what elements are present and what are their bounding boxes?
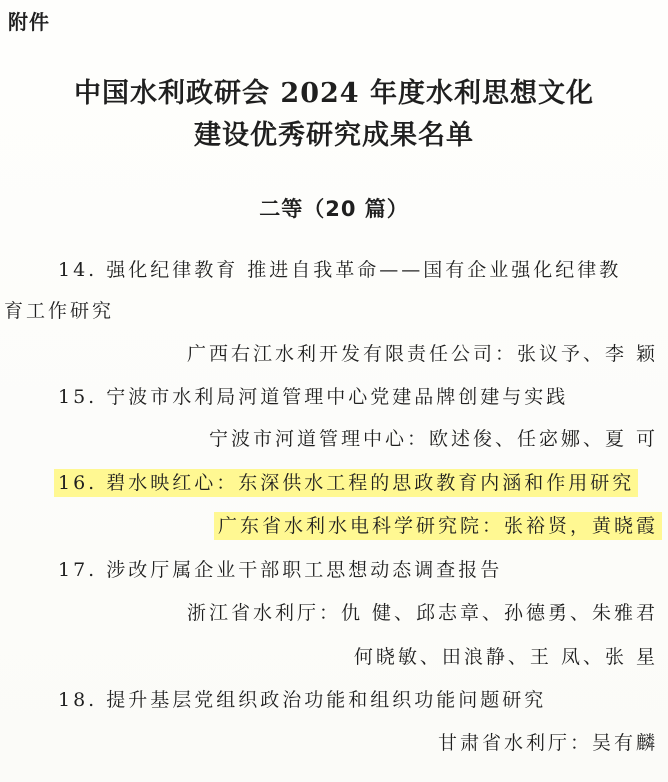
entry-17-title: 17. 涉改厅属企业干部职工思想动态调查报告	[58, 559, 503, 581]
grade-heading: 二等（20 篇）	[259, 197, 409, 221]
attachment-label: 附件	[8, 10, 50, 34]
entry-14-title-line-2: 育工作研究	[4, 300, 115, 322]
entry-18-authors: 甘肃省水利厅：吴有麟	[437, 732, 658, 754]
entry-16-authors-highlighted: 广东省水利水电科学研究院：张裕贤，黄晓霞	[214, 512, 662, 540]
entry-14-authors: 广西右江水利开发有限责任公司：张议予、李 颖	[186, 343, 658, 365]
entry-15-title: 15. 宁波市水利局河道管理中心党建品牌创建与实践	[58, 386, 569, 408]
document-title-line-2: 建设优秀研究成果名单	[194, 120, 474, 151]
entry-16-title-highlighted: 16. 碧水映红心：东深供水工程的思政教育内涵和作用研究	[54, 469, 638, 497]
entry-17-authors-line-2: 何晓敏、田浪静、王 凤、张 星	[353, 646, 658, 668]
entry-18-title: 18. 提升基层党组织政治功能和组织功能问题研究	[58, 689, 547, 711]
entry-17-authors-line-1: 浙江省水利厅：仇 健、邱志章、孙德勇、朱雅君	[186, 602, 658, 624]
entry-14-title-line-1: 14. 强化纪律教育 推进自我革命——国有企业强化纪律教	[58, 259, 622, 281]
document-title-line-1: 中国水利政研会 2024 年度水利思想文化	[74, 78, 594, 109]
entry-15-authors: 宁波市河道管理中心：欧述俊、任宓娜、夏 可	[208, 428, 658, 450]
